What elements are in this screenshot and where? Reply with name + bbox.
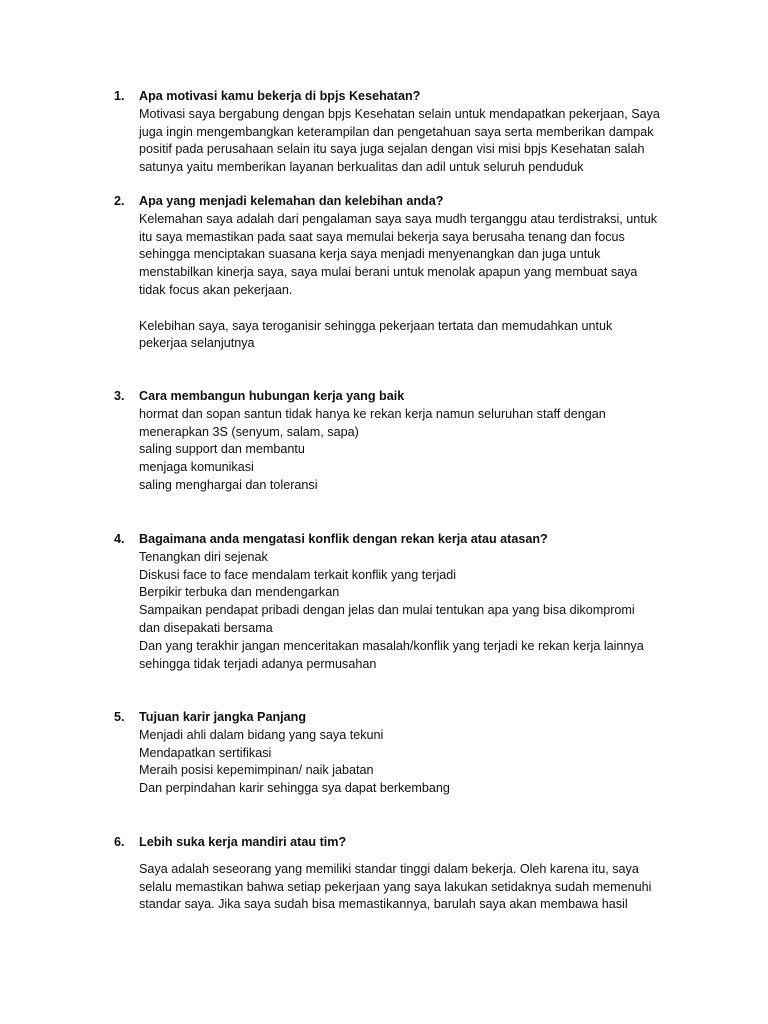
answer-line: Kelebihan saya, saya teroganisir sehingga pekerjaan tertata dan memudahkan untuk xyxy=(139,318,613,333)
answer-line: menerapkan 3S (senyum, salam, sapa) xyxy=(139,424,359,439)
answer-line: Dan yang terakhir jangan menceritakan masalah/konflik yang terjadi ke rekan kerja lainnya xyxy=(139,638,644,653)
answer-line: itu saya memastikan pada saat saya memulai bekerja saya berusaha tenang dan focus xyxy=(139,229,625,244)
question-heading xyxy=(114,193,674,211)
question-heading xyxy=(114,388,674,406)
answer-line: hormat dan sopan santun tidak hanya ke rekan kerja namun seluruhan staff dengan xyxy=(139,406,606,421)
answer-body xyxy=(139,106,674,177)
answer-line: Menjadi ahli dalam bidang yang saya tekuni xyxy=(139,727,384,742)
question-heading xyxy=(114,709,674,727)
question-2 xyxy=(114,193,674,353)
answer-body xyxy=(139,727,674,798)
question-title: Apa yang menjadi kelemahan dan kelebihan anda? xyxy=(139,194,444,208)
answer-line: Kelemahan saya adalah dari pengalaman saya saya mudh terganggu atau terdistraksi, untuk xyxy=(139,211,658,226)
answer-line: standar saya. Jika saya sudah bisa memastikannya, barulah saya akan membawa hasil xyxy=(139,897,628,912)
answer-line: Mendapatkan sertifikasi xyxy=(139,745,272,760)
answer-line: menjaga komunikasi xyxy=(139,460,254,475)
question-title: Tujuan karir jangka Panjang xyxy=(139,710,307,724)
answer-line: menstabilkan kinerja saya, saya mulai berani untuk menolak apapun yang membuat saya xyxy=(139,265,638,280)
question-6 xyxy=(114,834,674,914)
answer-line: saling support dan membantu xyxy=(139,442,305,457)
answer-body xyxy=(139,406,674,495)
answer-line: Saya adalah seseorang yang memiliki standar tinggi dalam bekerja. Oleh karena itu, saya xyxy=(139,861,639,876)
answer-line: dan disepakati bersama xyxy=(139,620,273,635)
question-4 xyxy=(114,531,674,673)
answer-line: tidak focus akan pekerjaan. xyxy=(139,282,293,297)
answer-body xyxy=(139,549,674,674)
question-number: 1. xyxy=(114,89,125,103)
paragraph-gap xyxy=(139,300,674,318)
answer-line: Dan perpindahan karir sehingga sya dapat berkembang xyxy=(139,781,450,796)
answer-line: Berpikir terbuka dan mendengarkan xyxy=(139,585,340,600)
answer-line: sehingga tidak terjadi adanya permusahan xyxy=(139,656,377,671)
answer-line: Tenangkan diri sejenak xyxy=(139,549,268,564)
question-5 xyxy=(114,709,674,798)
question-title: Cara membangun hubungan kerja yang baik xyxy=(139,389,405,403)
question-title: Bagaimana anda mengatasi konflik dengan rekan kerja atau atasan? xyxy=(139,532,548,546)
question-number: 3. xyxy=(114,389,125,403)
question-3 xyxy=(114,388,674,495)
answer-line: juga ingin mengembangkan keterampilan dan pengetahuan saya serta memberikan dampak xyxy=(139,124,654,139)
question-number: 2. xyxy=(114,194,125,208)
question-title: Lebih suka kerja mandiri atau tim? xyxy=(139,835,347,849)
answer-body xyxy=(139,861,674,914)
answer-line: Sampaikan pendapat pribadi dengan jelas dan mulai tentukan apa yang bisa dikompromi xyxy=(139,603,635,618)
question-number: 5. xyxy=(114,710,125,724)
question-number: 6. xyxy=(114,835,125,849)
question-heading xyxy=(114,531,674,549)
answer-body xyxy=(139,211,674,353)
question-title: Apa motivasi kamu bekerja di bpjs Kesehatan? xyxy=(139,89,421,103)
answer-line: Meraih posisi kepemimpinan/ naik jabatan xyxy=(139,763,374,778)
answer-line: selalu memastikan bahwa setiap pekerjaan yang saya lakukan setidaknya sudah memenuhi xyxy=(139,879,652,894)
answer-line: positif pada perusahaan selain itu saya juga sejalan dengan visi misi bpjs Kesehatan salah xyxy=(139,142,645,157)
answer-line: Diskusi face to face mendalam terkait konflik yang terjadi xyxy=(139,567,457,582)
answer-line: satunya yaitu memberikan layanan berkualitas dan adil untuk seluruh penduduk xyxy=(139,160,584,175)
answer-line: sehingga menciptakan suasana kerja saya menjadi menyenangkan dan juga untuk xyxy=(139,247,601,262)
question-heading xyxy=(114,834,674,852)
answer-line: Motivasi saya bergabung dengan bpjs Kesehatan selain untuk mendapatkan pekerjaan, Saya xyxy=(139,106,660,121)
question-1 xyxy=(114,88,674,177)
question-number: 4. xyxy=(114,532,125,546)
question-heading xyxy=(114,88,674,106)
answer-line: pekerjaa selanjutnya xyxy=(139,336,255,351)
answer-line: saling menghargai dan toleransi xyxy=(139,477,318,492)
